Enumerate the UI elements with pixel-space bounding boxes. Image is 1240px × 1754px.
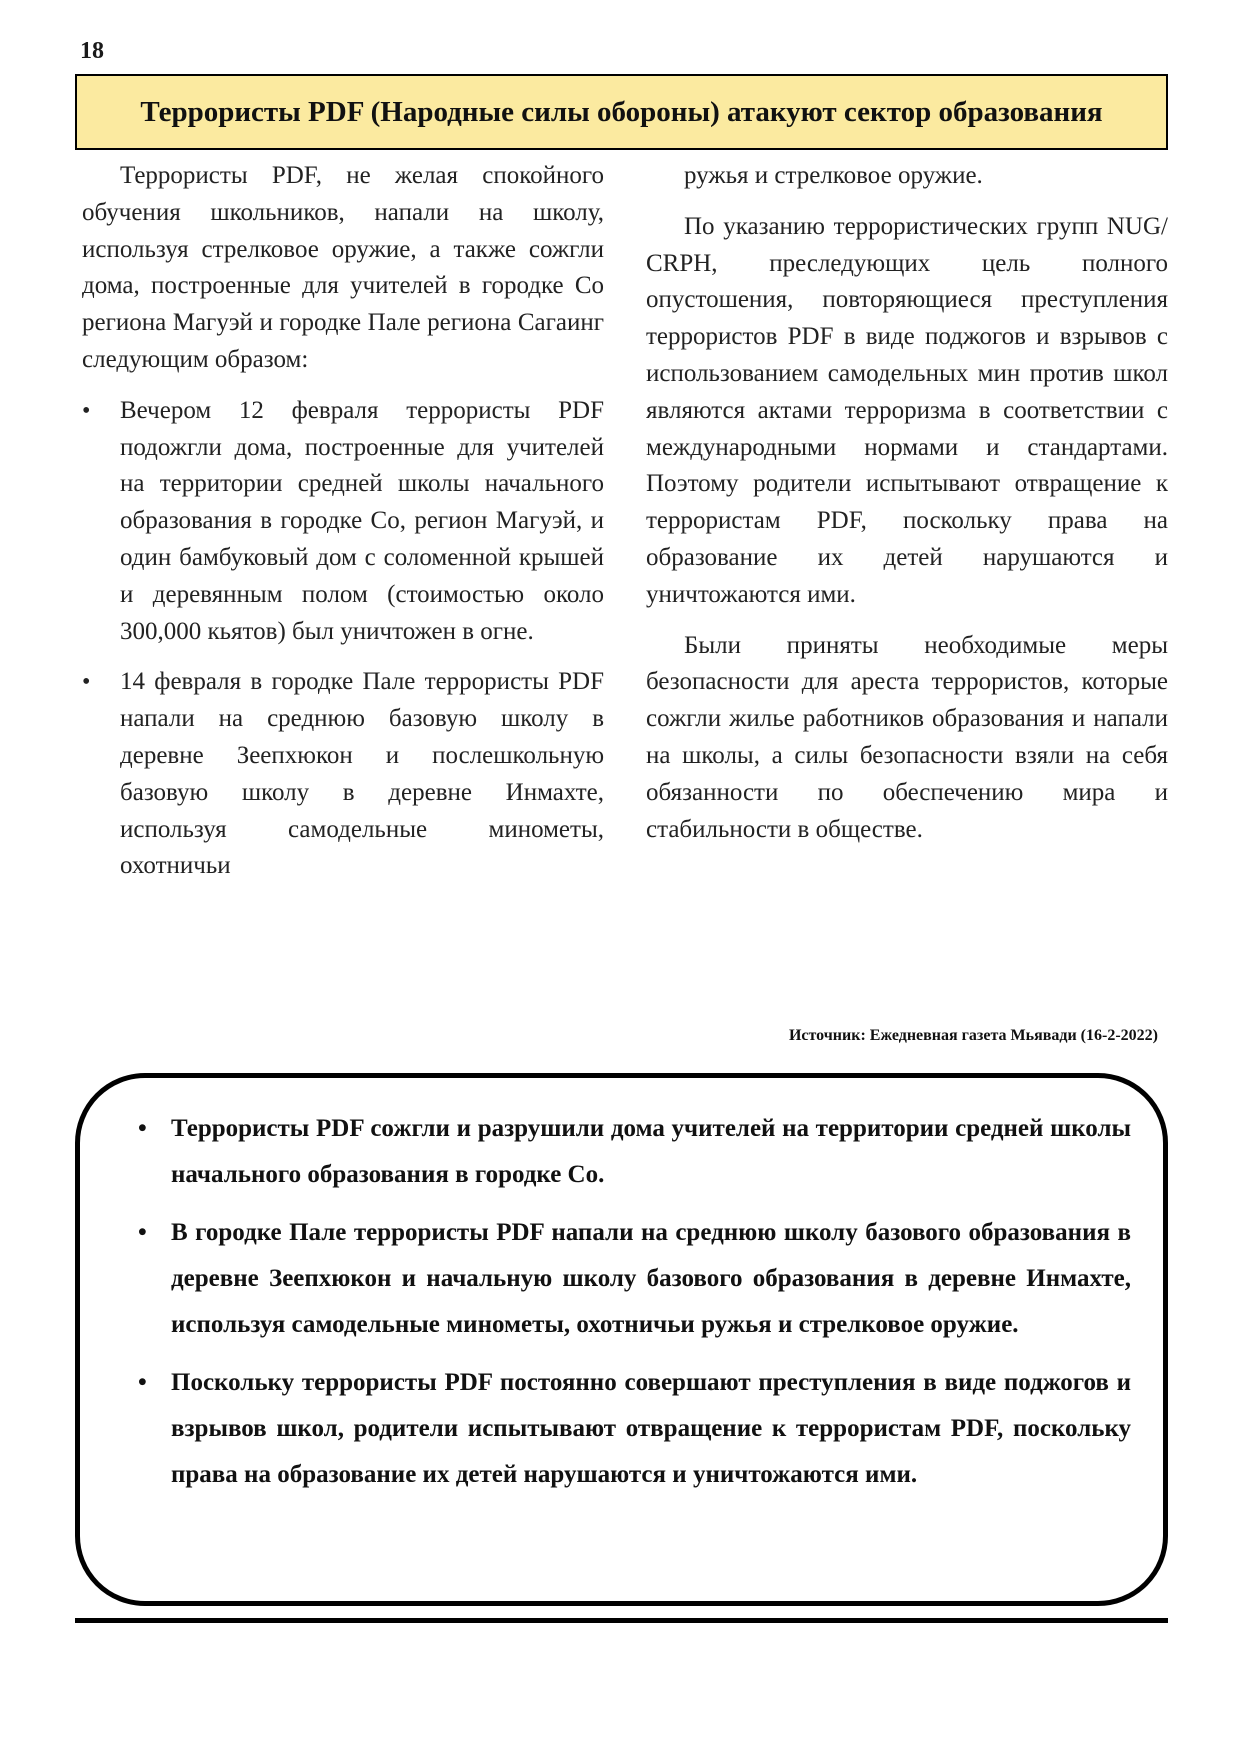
incident-list (82, 393, 604, 885)
article-body (82, 158, 1168, 899)
title-banner (75, 74, 1168, 150)
summary-list (138, 1106, 1131, 1498)
incident-item: • 14 февраля в городке Пале террористы PDF напали на среднюю базовую школу в деревне Зеепхюкон и послешкольную базовую школу в деревне Инмахте, используя самодельные минометы, охотничьи (82, 664, 604, 885)
body-paragraph: По указанию террористических групп NUG/ CRPH, преследующих цель полного опустошения, повторяющиеся преступления террористов PDF в виде поджогов и взрывов с использованием самодельных мин против школ являются актами терроризма в соответствии с международными нормами и стандартами. Поэтому родители испытывают отвращение к террористам PDF, поскольку права на образование их детей нарушаются и уничтожаются ими. (646, 212, 1168, 608)
summary-item: • Террористы PDF сожгли и разрушили дома учителей на территории средней школы начального образования в городке Со. (138, 1106, 1131, 1198)
page-title: Террористы PDF (Народные силы обороны) атакуют сектор образования (140, 95, 1103, 128)
incident-item: • Вечером 12 февраля террористы PDF подожгли дома, построенные для учителей на территории средней школы начального образования в городке Со, регион Магуэй, и один бамбуковый дом с соломенной крышей и деревянным полом (стоимостью около 300,000 кьятов) был уничтожен в огне. (82, 393, 604, 651)
summary-item: • Поскольку террористы PDF постоянно совершают преступления в виде поджогов и взрывов школ, родители испытывают отвращение к террористам PDF, поскольку права на образование их детей нарушаются и уничтожаются ими. (138, 1360, 1131, 1498)
body-paragraph: Были приняты необходимые меры безопасности для ареста террористов, которые сожгли жилье работников образования и напали на школы, а силы безопасности взяли на себя обязанности по обеспечению мира и стабильности в обществе. (646, 631, 1168, 843)
summary-item: • В городке Пале террористы PDF напали на среднюю школу базового образования в деревне Зеепхюкон и начальную школу базового образования в деревне Инмахте, используя самодельные минометы, охотничьи ружья и стрелковое оружие. (138, 1210, 1131, 1348)
continuation-text: ружья и стрелковое оружие. (684, 162, 983, 189)
right-column (646, 158, 1168, 899)
source-citation: Источник: Ежедневная газета Мьявади (16-2-2022) (788, 1027, 1158, 1044)
bottom-divider (75, 1618, 1168, 1623)
summary-box (75, 1073, 1168, 1606)
left-column (82, 158, 604, 899)
intro-paragraph: Террористы PDF, не желая спокойного обучения школьников, напали на школу, используя стрелковое оружие, а также сожгли дома, построенные для учителей в городке Со региона Магуэй и городке Пале региона Сагаинг следующим образом: (82, 162, 604, 373)
page-number: 18 (80, 38, 104, 64)
